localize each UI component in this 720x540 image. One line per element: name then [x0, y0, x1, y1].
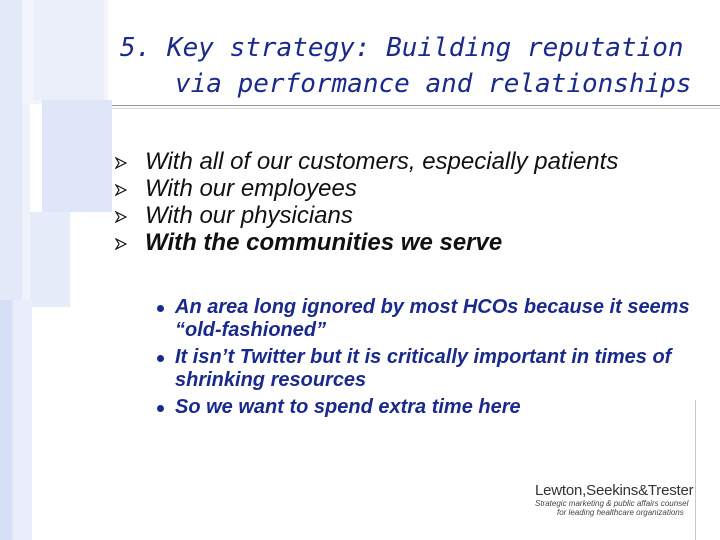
- sub-bullet-text: An area long ignored by most HCOs because it seems “old-fashioned”: [175, 296, 690, 341]
- decor-block: [14, 300, 32, 540]
- title-line-2: via performance and relationships: [175, 69, 692, 99]
- bullet-text: With our physicians: [145, 202, 353, 229]
- decor-block: [34, 0, 104, 100]
- bullet-item: [115, 148, 715, 175]
- decor-block: [42, 100, 112, 212]
- bullet-item: [115, 229, 715, 256]
- sub-bullet-text: So we want to spend extra time here: [175, 396, 521, 418]
- bullet-item: [115, 175, 715, 202]
- sub-bullet-item: [155, 296, 695, 342]
- dot-bullet-icon: [157, 355, 164, 362]
- title-divider: [112, 105, 720, 106]
- company-logo: [535, 482, 695, 517]
- sub-bullet-list: [155, 296, 695, 423]
- slide-title: [120, 30, 710, 102]
- logo-name: Lewton,Seekins&Trester: [535, 482, 694, 499]
- dot-bullet-icon: [157, 405, 164, 412]
- sub-bullet-text: It isn’t Twitter but it is critically important in times of shrinking resources: [175, 346, 672, 391]
- sub-bullet-item: [155, 346, 695, 392]
- logo-tagline-2: for leading healthcare organizations: [557, 508, 684, 517]
- arrow-bullet-icon: [115, 184, 127, 196]
- logo-tagline-1: Strategic marketing & public affairs counsel: [535, 499, 689, 508]
- dot-bullet-icon: [157, 305, 164, 312]
- bullet-text: With all of our customers, especially patients: [145, 148, 619, 175]
- bullet-text: With our employees: [145, 175, 357, 202]
- logo-divider: [695, 400, 696, 540]
- arrow-bullet-icon: [115, 157, 127, 169]
- arrow-bullet-icon: [115, 211, 127, 223]
- bullet-text: With the communities we serve: [145, 229, 503, 256]
- title-line-1: 5. Key strategy: Building reputation: [120, 33, 684, 63]
- bullet-item: [115, 202, 715, 229]
- title-divider-shadow: [112, 108, 720, 109]
- sub-bullet-item: [155, 396, 695, 419]
- decor-block: [30, 212, 70, 307]
- decor-block: [0, 300, 12, 540]
- arrow-bullet-icon: [115, 238, 127, 250]
- main-bullet-list: [115, 148, 715, 256]
